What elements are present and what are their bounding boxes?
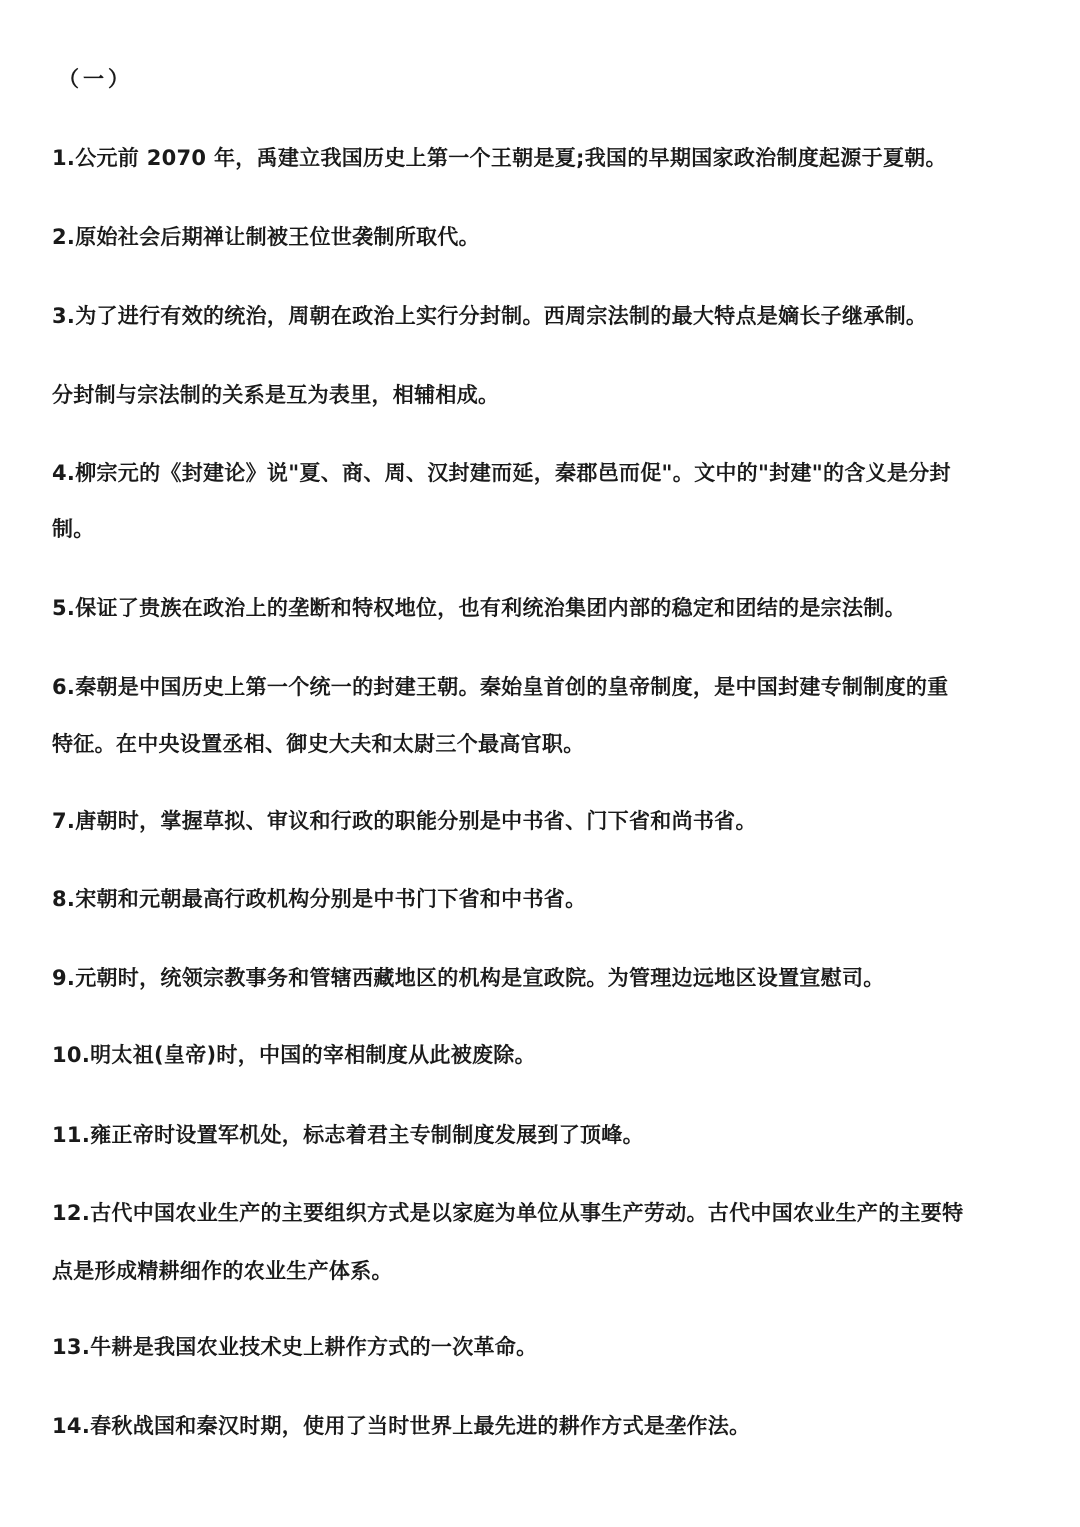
text-line-item-8: 8.宋朝和元朝最高行政机构分别是中书门下省和中书省。 [52, 887, 587, 911]
text-line-item-4: 4.柳宗元的《封建论》说"夏、商、周、汉封建而延，秦郡邑而促"。文中的"封建"的含义是分封 [52, 461, 951, 485]
text-line-item-3: 3.为了进行有效的统治，周朝在政治上实行分封制。西周宗法制的最大特点是嫡长子继承制。 [52, 304, 928, 328]
text-line-item-7: 7.唐朝时，掌握草拟、审议和行政的职能分别是中书省、门下省和尚书省。 [52, 809, 757, 833]
text-line-item-5: 5.保证了贵族在政治上的垄断和特权地位，也有利统治集团内部的稳定和团结的是宗法制。 [52, 596, 906, 620]
text-line-item-6: 6.秦朝是中国历史上第一个统一的封建王朝。秦始皇首创的皇帝制度，是中国封建专制制度的重 [52, 675, 949, 699]
text-line-item-2: 2.原始社会后期禅让制被王位世袭制所取代。 [52, 225, 480, 249]
text-line-item-1: 1.公元前 2070 年，禹建立我国历史上第一个王朝是夏;我国的早期国家政治制度起源于夏朝。 [52, 146, 947, 170]
text-line-item-14: 14.春秋战国和秦汉时期，使用了当时世界上最先进的耕作方式是垄作法。 [52, 1414, 751, 1438]
text-line-item-6-cont: 特征。在中央设置丞相、御史大夫和太尉三个最高官职。 [52, 732, 585, 756]
text-line-item-10: 10.明太祖(皇帝)时，中国的宰相制度从此被废除。 [52, 1043, 536, 1067]
text-line-item-4-cont: 制。 [52, 517, 95, 541]
text-line-item-9: 9.元朝时，统领宗教事务和管辖西藏地区的机构是宣政院。为管理边远地区设置宣慰司。 [52, 966, 885, 990]
text-line-item-12: 12.古代中国农业生产的主要组织方式是以家庭为单位从事生产劳动。古代中国农业生产的主要特 [52, 1201, 964, 1225]
text-line-item-13: 13.牛耕是我国农业技术史上耕作方式的一次革命。 [52, 1335, 538, 1359]
text-line-item-11: 11.雍正帝时设置军机处，标志着君主专制制度发展到了顶峰。 [52, 1123, 644, 1147]
text-line-item-3-cont: 分封制与宗法制的关系是互为表里，相辅相成。 [52, 383, 500, 407]
text-line-item-12-cont: 点是形成精耕细作的农业生产体系。 [52, 1259, 393, 1283]
section-title: （一） [58, 67, 133, 91]
